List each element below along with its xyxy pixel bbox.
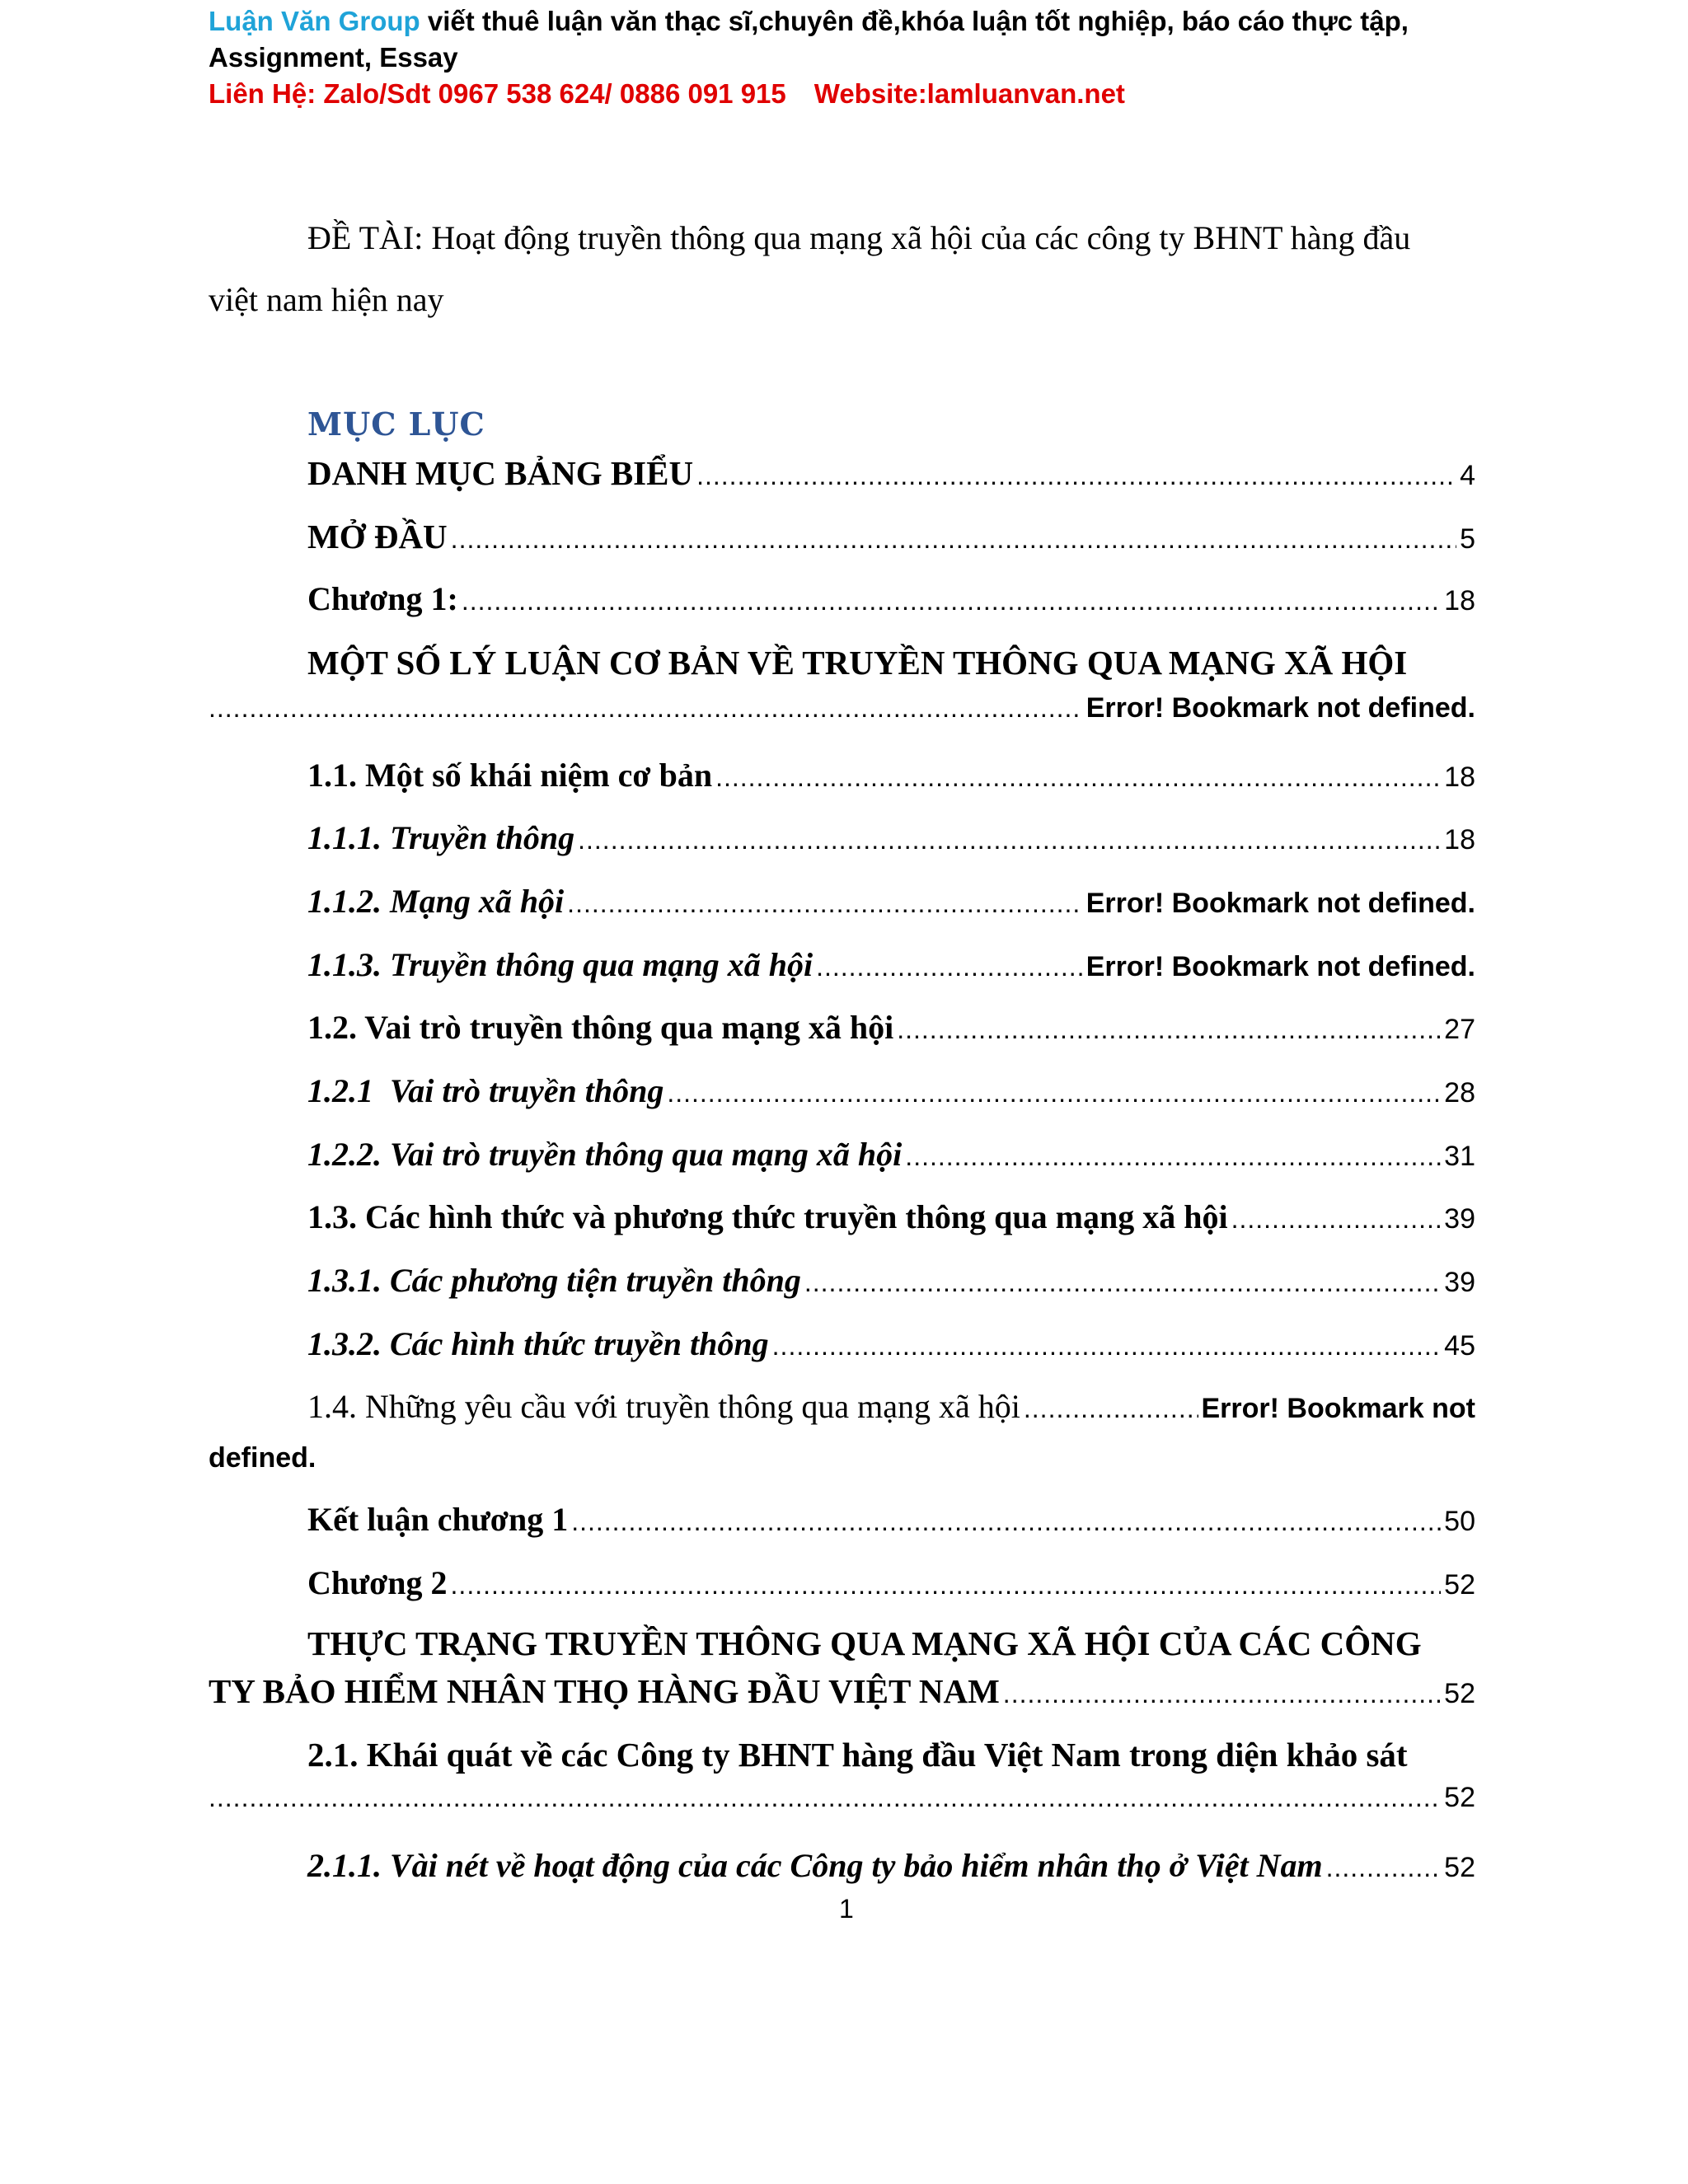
toc-leader xyxy=(1003,1679,1441,1709)
toc-entry-text: MỞ ĐẦU xyxy=(307,518,448,555)
toc-entry[interactable] xyxy=(307,1563,1475,1602)
toc-entry-text: 1.1.2. Mạng xã hội xyxy=(307,883,565,920)
toc-entry[interactable] xyxy=(307,945,1475,984)
toc-entry-text: 1.3. Các hình thức và phương thức truyền thông qua mạng xã hội xyxy=(307,1198,1228,1235)
toc-page: 52 xyxy=(1444,1852,1475,1883)
toc-leader xyxy=(567,888,1083,919)
toc-entry-text: 1.4. Những yêu cầu với truyền thông qua mạng xã hội xyxy=(307,1388,1020,1425)
brand-name: Luận Văn Group xyxy=(209,6,420,36)
toc-leader xyxy=(696,461,1456,491)
toc-entry-continuation[interactable] xyxy=(209,692,1475,724)
toc-entry-text: Chương 2 xyxy=(307,1564,448,1601)
toc-leader xyxy=(1231,1204,1442,1235)
toc-entry[interactable] xyxy=(307,882,1475,921)
topic-line-2: việt nam hiện nay xyxy=(209,281,444,318)
toc-leader xyxy=(804,1268,1441,1298)
toc-leader xyxy=(715,762,1441,793)
toc-page: 18 xyxy=(1444,585,1475,616)
header-contact-line xyxy=(209,76,1125,112)
toc-entry[interactable] xyxy=(307,1387,1475,1426)
toc-entry-text[interactable]: 2.1. Khái quát về các Công ty BHNT hàng đầu Việt Nam trong diện khảo sát xyxy=(307,1736,1408,1774)
toc-entry-continuation[interactable] xyxy=(209,1671,1475,1711)
toc-page: 52 xyxy=(1444,1569,1475,1601)
toc-heading: MỤC LỤC xyxy=(307,405,485,443)
toc-entry-text: 2.1.1. Vài nét về hoạt động của các Công ty bảo hiểm nhân thọ ở Việt Nam xyxy=(307,1847,1323,1884)
toc-entry[interactable] xyxy=(307,1846,1475,1885)
toc-page: 4 xyxy=(1460,460,1475,491)
toc-leader xyxy=(667,1078,1441,1108)
toc-entry[interactable] xyxy=(307,1135,1475,1174)
toc-leader xyxy=(1326,1853,1442,1883)
toc-page: Error! Bookmark not defined. xyxy=(1085,692,1475,724)
toc-page: Error! Bookmark not xyxy=(1201,1393,1475,1424)
toc-page-continuation: defined. xyxy=(209,1442,316,1474)
toc-leader xyxy=(772,1331,1442,1361)
toc-entry[interactable] xyxy=(307,517,1475,556)
header-line-1 xyxy=(209,3,1409,40)
toc-page: 5 xyxy=(1460,523,1475,555)
toc-entry-text[interactable]: MỘT SỐ LÝ LUẬN CƠ BẢN VỀ TRUYỀN THÔNG QUA MẠNG XÃ HỘI xyxy=(307,644,1408,682)
toc-entry[interactable] xyxy=(307,1500,1475,1539)
toc-leader xyxy=(462,586,1441,616)
toc-page: 31 xyxy=(1444,1141,1475,1172)
page-number: 1 xyxy=(839,1894,854,1924)
toc-entry-text: Chương 1: xyxy=(307,580,458,617)
toc-page: 52 xyxy=(1444,1782,1475,1813)
toc-entry-text: 1.2.2. Vai trò truyền thông qua mạng xã hội xyxy=(307,1136,903,1173)
toc-leader xyxy=(451,1570,1442,1601)
toc-page: 50 xyxy=(1444,1506,1475,1537)
toc-entry-text: 1.1. Một số khái niệm cơ bản xyxy=(307,757,713,794)
toc-leader xyxy=(897,1015,1441,1045)
toc-page: 39 xyxy=(1444,1203,1475,1235)
toc-entry-text: 1.2. Vai trò truyền thông qua mạng xã hội xyxy=(307,1009,894,1046)
toc-entry[interactable] xyxy=(307,1197,1475,1236)
toc-leader xyxy=(571,1507,1441,1537)
toc-entry-text: DANH MỤC BẢNG BIỂU xyxy=(307,454,694,492)
toc-entry[interactable] xyxy=(307,1071,1475,1110)
toc-entry[interactable] xyxy=(307,1324,1475,1363)
toc-entry-text: 1.3.1. Các phương tiện truyền thông xyxy=(307,1262,801,1299)
website-link[interactable]: Website:lamluanvan.net xyxy=(814,78,1125,109)
toc-leader xyxy=(578,825,1441,855)
toc-entry-text: 1.3.2. Các hình thức truyền thông xyxy=(307,1325,769,1362)
toc-page: Error! Bookmark not defined. xyxy=(1085,888,1475,919)
header-line-2: Assignment, Essay xyxy=(209,42,458,73)
toc-leader xyxy=(1024,1394,1198,1424)
toc-page: 52 xyxy=(1444,1678,1475,1709)
toc-entry-text: TY BẢO HIỂM NHÂN THỌ HÀNG ĐẦU VIỆT NAM xyxy=(209,1672,1000,1710)
toc-entry-text: 1.2.1 Vai trò truyền thông xyxy=(307,1072,664,1109)
topic-line-1: ĐỀ TÀI: Hoạt động truyền thông qua mạng xã hội của các công ty BHNT hàng đầu xyxy=(307,219,1411,256)
toc-page: 28 xyxy=(1444,1077,1475,1108)
toc-leader xyxy=(209,1783,1441,1813)
toc-entry-text: 1.1.1. Truyền thông xyxy=(307,819,575,856)
toc-entry-continuation[interactable] xyxy=(209,1782,1475,1814)
toc-page: 18 xyxy=(1444,762,1475,793)
toc-leader xyxy=(209,693,1083,724)
toc-page: 45 xyxy=(1444,1330,1475,1361)
toc-entry[interactable] xyxy=(307,579,1475,618)
toc-leader xyxy=(451,524,1456,555)
toc-entry[interactable] xyxy=(307,1261,1475,1300)
toc-leader xyxy=(905,1141,1441,1172)
toc-entry-text: 1.1.3. Truyền thông qua mạng xã hội xyxy=(307,946,814,983)
toc-entry[interactable] xyxy=(307,818,1475,857)
toc-entry[interactable] xyxy=(307,453,1475,493)
toc-page: 39 xyxy=(1444,1267,1475,1298)
toc-entry-text[interactable]: THỰC TRẠNG TRUYỀN THÔNG QUA MẠNG XÃ HỘI CỦA CÁC CÔNG xyxy=(307,1624,1422,1662)
toc-entry[interactable] xyxy=(307,1008,1475,1047)
toc-entry-text: Kết luận chương 1 xyxy=(307,1501,569,1538)
contact-info: Liên Hệ: Zalo/Sdt 0967 538 624/ 0886 091 915 xyxy=(209,78,786,109)
header-tagline: viết thuê luận văn thạc sĩ,chuyên đề,khóa luận tốt nghiệp, báo cáo thực tập, xyxy=(420,6,1409,36)
toc-page: 18 xyxy=(1444,824,1475,855)
toc-leader xyxy=(816,952,1083,982)
toc-page: 27 xyxy=(1444,1014,1475,1045)
toc-page: Error! Bookmark not defined. xyxy=(1085,951,1475,982)
toc-entry[interactable] xyxy=(307,756,1475,794)
